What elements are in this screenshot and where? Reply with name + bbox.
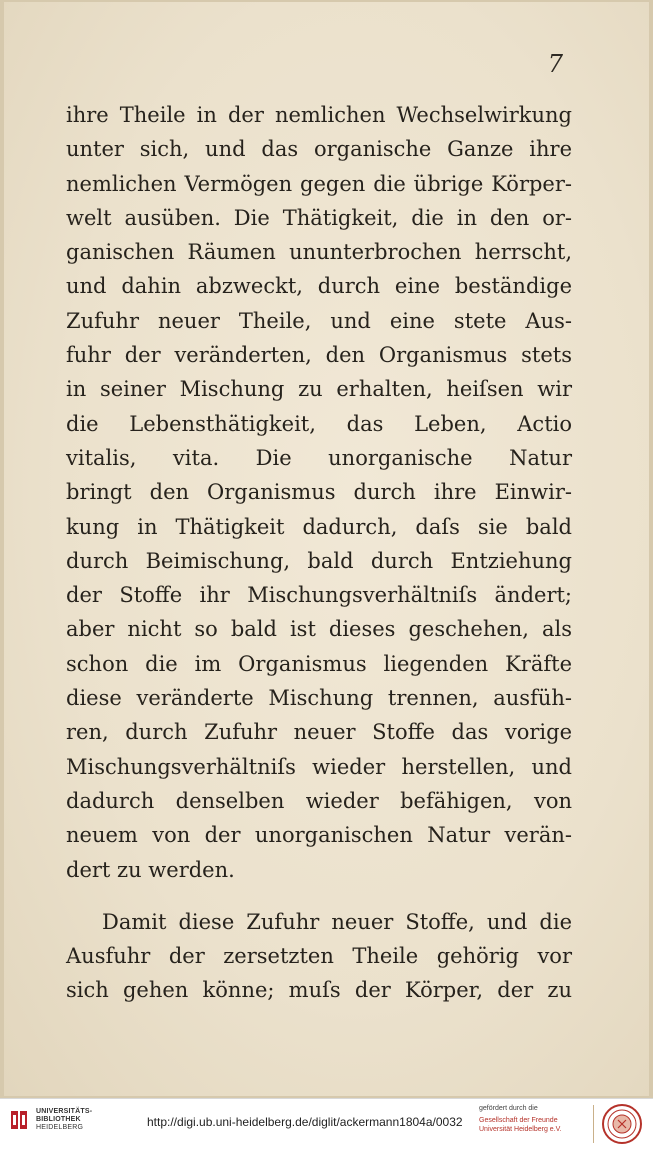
text-line: dadurch denselben wieder befähigen, von xyxy=(66,788,572,813)
text-line: die Lebensthätigkeit, das Leben, Actio xyxy=(66,411,572,436)
text-line: bringt den Organismus durch ihre Einwir- xyxy=(66,480,572,505)
permalink-url[interactable]: http://digi.ub.uni-heidelberg.de/diglit/ackermann1804a/0032 xyxy=(147,1115,463,1129)
text-line: durch Beimischung, bald durch Entziehung xyxy=(66,548,572,573)
text-line: und dahin abzweckt, durch eine beständige xyxy=(66,274,572,299)
text-line: ren, durch Zufuhr neuer Stoffe das vorige xyxy=(66,720,572,745)
text-line: kung in Thätigkeit dadurch, daſs sie bald xyxy=(66,514,572,539)
sponsor-name-line: Gesellschaft der Freunde xyxy=(479,1117,558,1124)
library-name-line: BIBLIOTHEK xyxy=(36,1116,81,1123)
text-line: ganischen Räumen ununterbrochen herrscht, xyxy=(66,240,572,265)
page-number: 7 xyxy=(547,50,563,78)
university-seal-icon xyxy=(601,1103,643,1145)
text-line: neuem von der unorganischen Natur verän- xyxy=(66,823,572,848)
text-line: aber nicht so bald ist dieses geschehen, als xyxy=(66,617,572,642)
text-line: dert zu werden. xyxy=(66,857,235,882)
text-line: diese veränderte Mischung trennen, ausfüh- xyxy=(66,686,572,711)
library-name xyxy=(36,1108,92,1132)
sponsor-heading: gefördert durch die xyxy=(479,1105,538,1112)
text-line: Zufuhr neuer Theile, und eine stete Aus- xyxy=(66,308,572,333)
library-name-line: HEIDELBERG xyxy=(36,1124,84,1131)
library-emblem-icon xyxy=(8,1107,30,1133)
text-line: unter sich, und das organische Ganze ihre xyxy=(66,137,572,162)
paragraph-gap xyxy=(66,887,572,905)
text-line: schon die im Organismus liegenden Kräfte xyxy=(66,651,572,676)
text-line: fuhr der veränderten, den Organismus stets xyxy=(66,343,572,368)
text-line: vitalis, vita. Die unorganische Natur xyxy=(66,445,572,470)
body-text xyxy=(66,98,572,1008)
text-line: ihre Theile in der nemlichen Wechselwirkung xyxy=(66,103,572,127)
library-logo[interactable] xyxy=(8,1107,92,1133)
text-line: nemlichen Vermögen gegen die übrige Körper- xyxy=(66,171,572,196)
text-line: der Stoffe ihr Mischungsverhältniſs ändert; xyxy=(66,583,572,608)
library-name-line: UNIVERSITÄTS- xyxy=(36,1108,93,1115)
sponsor-name-line: Universität Heidelberg e.V. xyxy=(479,1126,562,1133)
text-line: welt ausüben. Die Thätigkeit, die in den or- xyxy=(66,205,572,230)
text-line: Ausfuhr der zersetzten Theile gehörig vor xyxy=(66,944,572,969)
footer-divider xyxy=(593,1105,594,1143)
sponsor-credit[interactable] xyxy=(479,1104,562,1134)
text-line: Damit diese Zufuhr neuer Stoffe, und die xyxy=(102,909,572,934)
text-line: Mischungsverhältniſs wieder herstellen, und xyxy=(66,754,572,779)
viewer-footer xyxy=(0,1098,653,1148)
text-line: sich gehen könne; muſs der Körper, der zu xyxy=(66,978,572,1003)
book-page xyxy=(4,2,649,1096)
text-line: in seiner Mischung zu erhalten, heiſsen wir xyxy=(66,377,572,402)
